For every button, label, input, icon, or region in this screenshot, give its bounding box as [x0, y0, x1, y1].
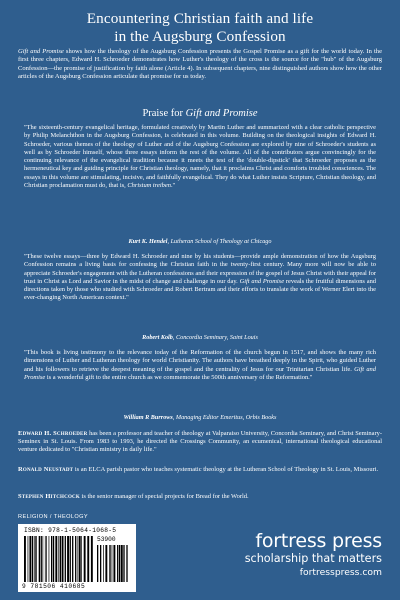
barcode-bar	[117, 545, 118, 582]
bio-text: is the senior manager of special projects for Bread for the World.	[79, 493, 249, 500]
bio-name: Edward H. Schroeder	[18, 430, 88, 437]
publisher-name: fortress press	[255, 530, 382, 552]
quote-author: Kurt K. Hendel	[128, 238, 168, 245]
barcode-bar	[110, 545, 111, 582]
quote-text: "This book is living testimony to the relevance today of the Reformation of the church begun in 1517, and shows the many rich dimensions of Luther and Lutheran theology for world Christianity. The authors have breathed deeply in the Spirit, who guided Luther and his followers to retrieve the deepest meaning of the gospel and the centrality of Jesus for our Trinitarian Christian life.	[24, 349, 376, 373]
barcode-bar	[49, 536, 50, 582]
barcode-bar	[62, 536, 64, 582]
barcode-bar	[32, 536, 33, 582]
barcode-bar	[36, 536, 37, 582]
price-code: 53900	[97, 536, 116, 543]
quote-emphasis: Gift and Promise	[239, 277, 285, 285]
quote-text-end: is a wonderful gift to the entire church as we commemorate the 500th anniversary of the Reformation."	[45, 373, 313, 381]
quote-text-end: reveals the fruitful dimensions and directions taken by those who studied with Schroeder and Robert Bertram and their efforts to translate the work of Werner Elert into the ever-changing North American context."	[24, 277, 377, 302]
barcode-bar	[123, 545, 124, 582]
barcode-bar	[58, 536, 59, 582]
quote-author: Robert Kolb	[142, 334, 173, 341]
ean-digits: 9 781506 410685	[22, 583, 86, 590]
intro-book-title: Gift and Promise	[18, 48, 64, 55]
barcode-bar	[84, 536, 86, 582]
barcode-bar	[45, 536, 46, 582]
publisher-tagline: scholarship that matters	[244, 552, 382, 565]
barcode-bar	[119, 545, 120, 582]
quote-text: "The sixteenth-century evangelical heritage, formulated creatively by Martin Luther and summarized with a clear catholic perspective by Philip Melanchthon in the Augsburg Confession, is celebrated in this volume. Building on the theological insights of Edward H. Schroeder, various themes of the theology of Luther and of the Augsburg Confession are explored by nine of Schroeder's students as well as by Schroeder himself, whose three essays inform the rest of the volume. All of the contributors argue convincingly for the continuing relevance of the evangelical tradition because it meets the test of the 'double-dipstick' that Schroeder proposes as the hermeneutical key and guiding principle for Christian theology, namely, that it proclaims Christ and comforts troubled consciences. The essays in this volume are stimulating, incisive, and faithfully evangelical. They do what Luther insists Scripture, Christian theology, and Christian proclamation must do, that is,	[24, 124, 376, 189]
barcode-bar	[34, 536, 35, 582]
barcode-bar	[41, 536, 42, 582]
bio-name: Ronald Neustadt	[18, 466, 74, 473]
barcode-bar	[100, 545, 101, 582]
quote-emphasis: Christum treiben	[127, 181, 171, 189]
quote-affiliation: , Concordia Seminary, Saint Louis	[172, 334, 258, 341]
barcode-bar	[43, 536, 44, 582]
praise-quote-1	[24, 124, 376, 190]
quote-text: "These twelve essays—three by Edward H. Schroeder and nine by his students—provide ample demonstration of how the Augsburg Confession remains a living basis for confessing the Christian faith in the twenty-first century. Many more will now be able to appreciate Schroeder's engagement with the Lutheran confessions and their expression of the gospel of Jesus Christ with their appeal for trust in Christ as Lord and Savior in the midst of change and challenge in our day.	[24, 253, 376, 285]
barcode-bar	[67, 536, 69, 582]
barcode-bar	[103, 545, 104, 582]
cover-title	[18, 10, 382, 46]
quote-2-attribution	[24, 334, 376, 342]
author-bio-3	[18, 493, 382, 501]
author-bio-2	[18, 466, 382, 474]
barcode-bar	[60, 536, 61, 582]
barcode-bar	[24, 536, 26, 582]
barcode-bar	[78, 536, 79, 582]
barcode-bar	[46, 536, 47, 582]
intro-paragraph	[18, 48, 382, 81]
barcode-bar	[112, 545, 113, 582]
barcode-bar	[121, 545, 123, 582]
barcode-bar	[97, 545, 98, 582]
barcode-bars	[24, 536, 94, 582]
barcode-bar	[28, 536, 29, 582]
cover-title-line-2: in the Augsburg Confession	[114, 28, 286, 45]
barcode-bar	[126, 545, 127, 582]
quote-author: William R Burrows	[123, 414, 173, 421]
barcode-bar	[51, 536, 52, 582]
publisher-url: fortresspress.com	[299, 567, 382, 578]
quote-emphasis: Gift and Promise	[24, 365, 376, 381]
praise-heading-prefix: Praise for	[142, 108, 186, 119]
barcode-bar	[91, 536, 93, 582]
barcode-bar	[105, 545, 107, 582]
barcode-bar	[87, 536, 89, 582]
quote-1-attribution	[24, 238, 376, 246]
quote-affiliation: , Lutheran School of Theology at Chicago	[167, 238, 272, 245]
intro-text: shows how the theology of the Augsburg Confession presents the Gospel Promise as a gift for the world today. In the first three chapters, Edward H. Schroeder demonstrates how Luther's theology of the cross is the source for the "hub" of the Augsburg Confession—the promise of justification by faith alone (Article 4). In subsequent chapters, nine distinguished authors show how the other articles of the Augsburg Confession articulate that promise for us today.	[18, 48, 382, 80]
praise-quote-2	[24, 253, 376, 303]
author-bio-1	[18, 430, 382, 455]
publisher-logo	[212, 530, 382, 579]
barcode-bar	[39, 536, 40, 582]
barcode-bar	[72, 536, 73, 582]
barcode-bar	[81, 536, 82, 582]
barcode-bar	[65, 536, 66, 582]
barcode-bar	[113, 545, 115, 582]
quote-affiliation: , Managing Editor Emeritus, Orbis Books	[172, 414, 277, 421]
barcode-bar	[79, 536, 81, 582]
quote-3-attribution	[24, 414, 376, 422]
praise-heading-title: Gift and Promise	[185, 108, 258, 119]
barcode-bar	[109, 545, 110, 582]
bisac-category: RELIGION / THEOLOGY	[18, 514, 88, 520]
bio-text: is an ELCA parish pastor who teaches systematic theology at the Lutheran School of Theology in St. Louis, Missouri.	[73, 466, 379, 473]
isbn-barcode	[18, 524, 136, 592]
bio-text: has been a professor and teacher of theology at Valparaiso University, Concordia Seminary, and Christ Seminary-Seminex in St. Louis. From 1983 to 1993, he directed the Crossings Community, an ecumenical, international theological educational venture dedicated to "Christian ministry in daily life."	[18, 430, 383, 454]
barcode-bar	[53, 536, 54, 582]
barcode-bar	[29, 536, 31, 582]
praise-heading	[18, 108, 382, 120]
barcode-bar	[70, 536, 71, 582]
isbn-text: ISBN: 978-1-5064-1068-5	[24, 527, 117, 534]
quote-text-end: ."	[170, 181, 176, 189]
addon-barcode-bars	[97, 545, 130, 582]
barcode-bar	[55, 536, 57, 582]
cover-title-line-1: Encountering Christian faith and life	[86, 10, 314, 27]
praise-quote-3	[24, 349, 376, 382]
bio-name: Stephen Hitchcock	[18, 493, 80, 500]
barcode-bar	[75, 536, 76, 582]
